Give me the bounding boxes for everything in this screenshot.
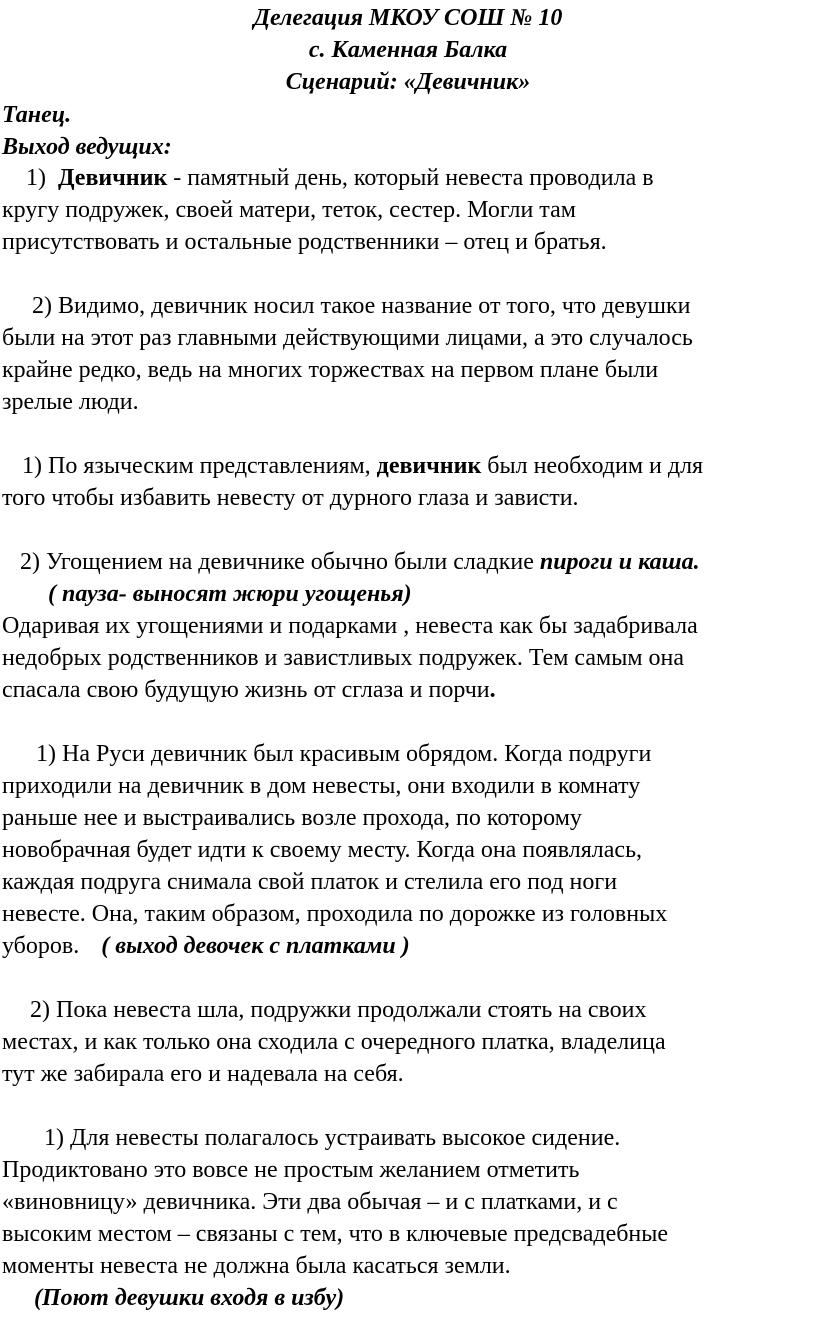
p1-line2: кругу подружек, своей матери, теток, сестер. Могли там [2, 197, 576, 223]
p7-line1: 1) Для невесты полагалось устраивать высокое сидение. [44, 1125, 621, 1151]
p5-line1: 1) На Руси девичник был красивым обрядом. Когда подруги [36, 741, 652, 767]
p3-line1 [22, 450, 703, 482]
p5-line4: новобрачная будет идти к своему месту. Когда она появлялась, [2, 837, 643, 863]
p4-line3: Одаривая их угощениями и подарками , невеста как бы задабривала [2, 613, 698, 639]
p5-line7 [2, 930, 410, 962]
p4-line4: недобрых родственников и завистливых подружек. Тем самым она [2, 645, 684, 671]
p4-line1 [20, 546, 700, 578]
p6-line3: тут же забирала его и надевала на себя. [2, 1061, 404, 1087]
p5-line3: раньше нее и выстраивались возле прохода, по которому [2, 805, 582, 831]
p7-line4: высоким местом – связаны с тем, что в ключевые предсвадебные [2, 1221, 669, 1247]
p2-line4: зрелые люди. [2, 389, 139, 415]
p7-line5: моменты невеста не должна была касаться земли. [2, 1253, 511, 1279]
p2-line1: 2) Видимо, девичник носил такое название от того, что девушки [32, 293, 691, 319]
p4-pre: 2) Угощением на девичнике обычно были сладкие [20, 549, 540, 575]
p4-line5-text: спасала свою будущую жизнь от сглаза и порчи [2, 677, 490, 703]
p5-stage-note: ( выход девочек с платками ) [101, 933, 410, 959]
p5-line6: невесте. Она, таким образом, проходила по дорожке из головных [2, 901, 668, 927]
p6-line1: 2) Пока невеста шла, подружки продолжали стоять на своих [30, 997, 647, 1023]
p5-line2: приходили на девичник в дом невесты, они входили в комнату [2, 773, 641, 799]
p5-line7-text: уборов. [2, 933, 80, 959]
p1-line1 [26, 162, 654, 194]
header-scenario-title: Сценарий: «Девичник» [285, 69, 531, 95]
p1-number: 1) [26, 165, 46, 191]
p4-line5-end: . [489, 677, 496, 703]
p1-line1-text: - памятный день, который невеста проводила в [167, 165, 654, 191]
p4-line5 [2, 674, 496, 706]
p7-stage-note: (Поют девушки входя в избу) [34, 1285, 345, 1311]
p7-line3: «виновницу» девичника. Эти два обычая – и с платками, и с [2, 1189, 618, 1215]
p1-line3: присутствовать и остальные родственники – отец и братья. [2, 229, 607, 255]
p3-line2: того чтобы избавить невесту от дурного глаза и зависти. [2, 485, 579, 511]
p1-bold-term: Девичник [58, 165, 168, 191]
hosts-heading: Выход ведущих: [2, 134, 172, 160]
p3-post: был необходим и для [481, 453, 704, 479]
p6-line2: местах, и как только она сходила с очередного платка, владелица [2, 1029, 666, 1055]
p2-line3: крайне редко, ведь на многих торжествах на первом плане были [2, 357, 659, 383]
p4-bolditalic: пироги и каша. [539, 549, 700, 575]
header-village: с. Каменная Балка [308, 37, 508, 63]
p4-stage-note: ( пауза- выносят жюри угощенья) [48, 581, 412, 607]
dance-heading: Танец. [2, 102, 72, 128]
header-delegation: Делегация МКОУ СОШ № 10 [253, 5, 563, 31]
p2-line2: были на этот раз главными действующими лицами, а это случалось [2, 325, 693, 351]
p5-line5: каждая подруга снимала свой платок и стелила его под ноги [2, 869, 618, 895]
p3-bold-term: девичник [376, 453, 482, 479]
p7-line2: Продиктовано это вовсе не простым желанием отметить [2, 1157, 580, 1183]
p3-pre: 1) По языческим представлениям, [22, 453, 377, 479]
